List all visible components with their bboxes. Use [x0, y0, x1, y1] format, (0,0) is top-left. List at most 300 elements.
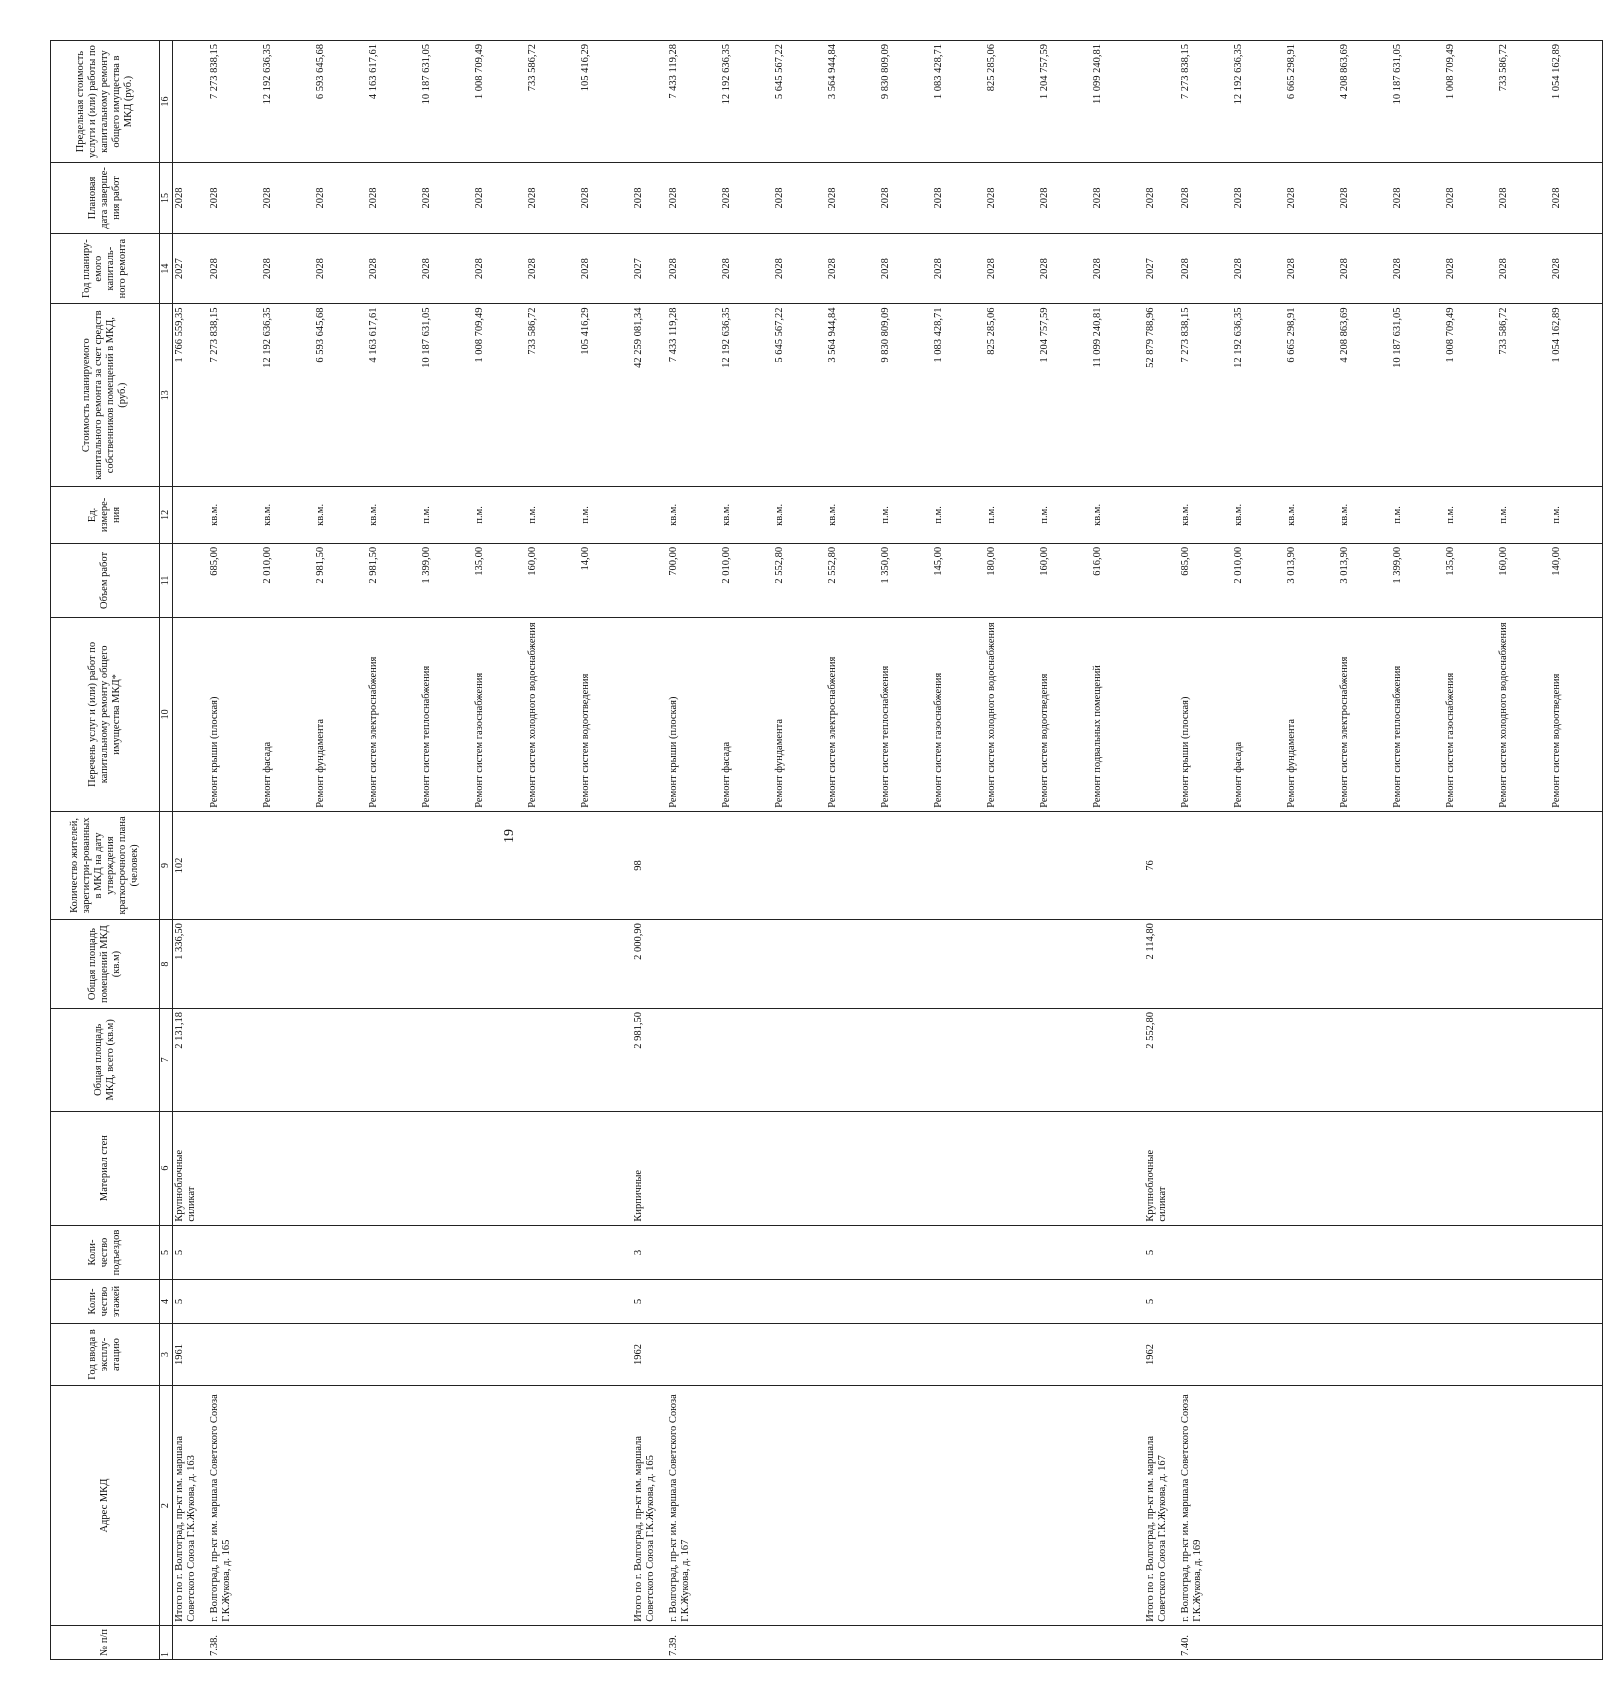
cell-col-4: [879, 1280, 932, 1323]
cell-col-12: п.м.: [879, 486, 932, 543]
column-number: 9: [160, 811, 173, 919]
column-header: Коли-чество подъездов: [51, 1225, 160, 1280]
cell-col-15: 2028: [367, 163, 420, 234]
cell-col-2: [720, 1386, 773, 1625]
cell-col-7: [1285, 1009, 1338, 1112]
cell-col-12: п.м.: [473, 486, 526, 543]
cell-col-1: [526, 1625, 579, 1659]
cell-col-4: [1550, 1280, 1603, 1323]
cell-col-11: 3 013,90: [1285, 543, 1338, 617]
column-number: 10: [160, 617, 173, 811]
cell-col-3: [826, 1323, 879, 1386]
column-number: 3: [160, 1323, 173, 1386]
cell-col-6: [314, 1111, 367, 1225]
cell-col-13: 52 879 788,96: [1144, 304, 1179, 486]
cell-col-11: [173, 543, 208, 617]
cell-col-14: 2028: [1497, 233, 1550, 304]
cell-col-2: [1444, 1386, 1497, 1625]
cell-col-6: [367, 1111, 420, 1225]
cell-col-4: [1285, 1280, 1338, 1323]
cell-col-12: [1144, 486, 1179, 543]
cell-col-8: [1444, 920, 1497, 1009]
cell-col-16: 1 008 709,49: [1444, 41, 1497, 163]
cell-col-10: Ремонт систем электроснабжения: [1338, 617, 1391, 811]
cell-col-5: [420, 1225, 473, 1280]
cell-col-11: 2 010,00: [261, 543, 314, 617]
cell-col-12: кв.м.: [261, 486, 314, 543]
cell-col-11: 3 013,90: [1338, 543, 1391, 617]
cell-col-16: 6 665 298,91: [1285, 41, 1338, 163]
cell-col-15: 2028: [932, 163, 985, 234]
cell-col-2: [1550, 1386, 1603, 1625]
cell-col-14: 2027: [1144, 233, 1179, 304]
cell-col-13: 10 187 631,05: [1391, 304, 1444, 486]
cell-col-13: 11 099 240,81: [1091, 304, 1144, 486]
table-row: [367, 41, 420, 1660]
cell-col-5: [1391, 1225, 1444, 1280]
cell-col-7: [314, 1009, 367, 1112]
cell-col-15: 2028: [526, 163, 579, 234]
cell-col-8: [420, 920, 473, 1009]
cell-col-5: [579, 1225, 632, 1280]
cell-col-6: [1285, 1111, 1338, 1225]
cell-col-7: [773, 1009, 826, 1112]
cell-col-13: 12 192 636,35: [261, 304, 314, 486]
cell-col-15: 2028: [1038, 163, 1091, 234]
cell-col-3: [473, 1323, 526, 1386]
cell-col-13: 1 766 559,35: [173, 304, 208, 486]
cell-col-1: [1091, 1625, 1144, 1659]
repair-plan-table: [50, 40, 1603, 1660]
cell-col-8: [1038, 920, 1091, 1009]
cell-col-9: [773, 811, 826, 919]
cell-col-4: [526, 1280, 579, 1323]
column-number: 2: [160, 1386, 173, 1625]
cell-col-14: 2028: [1179, 233, 1232, 304]
cell-col-16: 733 586,72: [1497, 41, 1550, 163]
cell-col-16: 1 083 428,71: [932, 41, 985, 163]
cell-col-8: [579, 920, 632, 1009]
cell-col-11: 145,00: [932, 543, 985, 617]
cell-col-12: п.м.: [932, 486, 985, 543]
column-number: 12: [160, 486, 173, 543]
cell-col-1: [1232, 1625, 1285, 1659]
cell-col-5: [932, 1225, 985, 1280]
cell-col-2: [1285, 1386, 1338, 1625]
cell-col-13: 6 665 298,91: [1285, 304, 1338, 486]
cell-col-9: [1550, 811, 1603, 919]
cell-col-5: [314, 1225, 367, 1280]
cell-col-10: [173, 617, 208, 811]
cell-col-11: 160,00: [526, 543, 579, 617]
cell-col-16: 733 586,72: [526, 41, 579, 163]
cell-col-3: [261, 1323, 314, 1386]
cell-col-15: 2028: [1144, 163, 1179, 234]
cell-col-3: [667, 1323, 720, 1386]
cell-col-16: 4 163 617,61: [367, 41, 420, 163]
cell-col-15: 2028: [208, 163, 261, 234]
cell-col-4: 5: [632, 1280, 667, 1323]
cell-col-6: Крупноблочные силикат: [1144, 1111, 1179, 1225]
cell-col-2: [1391, 1386, 1444, 1625]
cell-col-2: [773, 1386, 826, 1625]
cell-col-14: 2028: [826, 233, 879, 304]
cell-col-10: Ремонт систем теплоснабжения: [420, 617, 473, 811]
cell-col-14: 2028: [720, 233, 773, 304]
cell-col-11: 2 552,80: [826, 543, 879, 617]
table-row: [1444, 41, 1497, 1660]
cell-col-5: [1232, 1225, 1285, 1280]
cell-col-5: [526, 1225, 579, 1280]
cell-col-12: п.м.: [985, 486, 1038, 543]
header-row: [51, 41, 160, 1660]
column-header: Год планиру-емого капиталь-ного ремонта: [51, 233, 160, 304]
cell-col-9: 76: [1144, 811, 1179, 919]
cell-col-8: [1550, 920, 1603, 1009]
column-header: Перечень услуг и (или) работ по капитальному ремонту общего имущества МКД*: [51, 617, 160, 811]
cell-col-8: [720, 920, 773, 1009]
cell-col-9: [1232, 811, 1285, 919]
cell-col-5: [1338, 1225, 1391, 1280]
cell-col-8: [261, 920, 314, 1009]
cell-col-1: [932, 1625, 985, 1659]
cell-col-14: 2028: [985, 233, 1038, 304]
cell-col-12: кв.м.: [1232, 486, 1285, 543]
cell-col-8: 2 000,90: [632, 920, 667, 1009]
cell-col-7: [1091, 1009, 1144, 1112]
cell-col-2: [367, 1386, 420, 1625]
cell-col-10: Ремонт крыши (плоская): [208, 617, 261, 811]
cell-col-1: [1391, 1625, 1444, 1659]
cell-col-3: [367, 1323, 420, 1386]
column-number: 1: [160, 1625, 173, 1659]
cell-col-3: [579, 1323, 632, 1386]
cell-col-15: 2028: [826, 163, 879, 234]
cell-col-16: 12 192 636,35: [1232, 41, 1285, 163]
cell-col-13: 7 273 838,15: [1179, 304, 1232, 486]
cell-col-14: 2028: [1232, 233, 1285, 304]
cell-col-3: [1179, 1323, 1232, 1386]
cell-col-6: [1497, 1111, 1550, 1225]
cell-col-7: [1550, 1009, 1603, 1112]
cell-col-12: п.м.: [1550, 486, 1603, 543]
cell-col-1: [1497, 1625, 1550, 1659]
cell-col-7: [420, 1009, 473, 1112]
cell-col-8: [526, 920, 579, 1009]
cell-col-4: [985, 1280, 1038, 1323]
cell-col-10: Ремонт фасада: [720, 617, 773, 811]
cell-col-15: 2028: [1285, 163, 1338, 234]
cell-col-14: 2028: [473, 233, 526, 304]
cell-col-14: 2028: [1038, 233, 1091, 304]
cell-col-5: [1285, 1225, 1338, 1280]
cell-col-3: [932, 1323, 985, 1386]
cell-col-7: [1179, 1009, 1232, 1112]
cell-col-10: Ремонт систем теплоснабжения: [879, 617, 932, 811]
cell-col-5: [985, 1225, 1038, 1280]
cell-col-14: 2028: [208, 233, 261, 304]
cell-col-11: 180,00: [985, 543, 1038, 617]
cell-col-12: п.м.: [1038, 486, 1091, 543]
cell-col-10: [632, 617, 667, 811]
cell-col-2: [1497, 1386, 1550, 1625]
cell-col-2: [314, 1386, 367, 1625]
cell-col-12: п.м.: [420, 486, 473, 543]
cell-col-3: [526, 1323, 579, 1386]
cell-col-1: [261, 1625, 314, 1659]
cell-col-7: [879, 1009, 932, 1112]
cell-col-10: Ремонт фундамента: [773, 617, 826, 811]
cell-col-7: [1497, 1009, 1550, 1112]
cell-col-2: Итого по г. Волгоград, пр-кт им. маршала Советского Союза Г.К.Жукова, д. 167: [1144, 1386, 1179, 1625]
column-header: Стоимость планируемого капитального ремонта за счет средств собственников помещений в МКД, (руб.): [51, 304, 160, 486]
cell-col-13: 1 204 757,59: [1038, 304, 1091, 486]
cell-col-14: 2028: [1091, 233, 1144, 304]
cell-col-15: 2028: [1179, 163, 1232, 234]
cell-col-5: [261, 1225, 314, 1280]
cell-col-3: [1444, 1323, 1497, 1386]
cell-col-3: [773, 1323, 826, 1386]
cell-col-13: 733 586,72: [526, 304, 579, 486]
cell-col-3: [420, 1323, 473, 1386]
cell-col-1: [1444, 1625, 1497, 1659]
cell-col-1: [720, 1625, 773, 1659]
column-header: Предельная стоимость услуги и (или) работы по капитальному ремонту общего имущества в МКД (руб.): [51, 41, 160, 163]
column-number: 14: [160, 233, 173, 304]
cell-col-4: [208, 1280, 261, 1323]
cell-col-8: [473, 920, 526, 1009]
cell-col-1: [367, 1625, 420, 1659]
cell-col-2: [526, 1386, 579, 1625]
cell-col-15: 2028: [173, 163, 208, 234]
cell-col-10: Ремонт фундамента: [314, 617, 367, 811]
cell-col-6: [1550, 1111, 1603, 1225]
cell-col-14: 2027: [632, 233, 667, 304]
cell-col-12: п.м.: [526, 486, 579, 543]
cell-col-13: 4 208 863,69: [1338, 304, 1391, 486]
cell-col-11: 160,00: [1038, 543, 1091, 617]
cell-col-2: [1338, 1386, 1391, 1625]
table-row: [1179, 41, 1232, 1660]
cell-col-5: [473, 1225, 526, 1280]
cell-col-4: [1497, 1280, 1550, 1323]
cell-col-2: [1038, 1386, 1091, 1625]
cell-col-3: [314, 1323, 367, 1386]
cell-col-2: Итого по г. Волгоград, пр-кт им. маршала Советского Союза Г.К.Жукова, д. 165: [632, 1386, 667, 1625]
cell-col-12: [173, 486, 208, 543]
cell-col-1: [985, 1625, 1038, 1659]
table-row: [826, 41, 879, 1660]
cell-col-12: кв.м.: [773, 486, 826, 543]
cell-col-12: кв.м.: [1091, 486, 1144, 543]
cell-col-6: Кирпичные: [632, 1111, 667, 1225]
cell-col-12: кв.м.: [208, 486, 261, 543]
rotated-page: [50, 40, 1562, 1660]
cell-col-13: 7 273 838,15: [208, 304, 261, 486]
cell-col-10: Ремонт фундамента: [1285, 617, 1338, 811]
cell-col-6: [773, 1111, 826, 1225]
cell-col-9: [985, 811, 1038, 919]
cell-col-11: 2 552,80: [773, 543, 826, 617]
cell-col-10: Ремонт фасада: [261, 617, 314, 811]
column-number: 6: [160, 1111, 173, 1225]
cell-col-1: 7.38.: [208, 1625, 261, 1659]
cell-col-7: [579, 1009, 632, 1112]
table-row: [173, 41, 208, 1660]
cell-col-9: [1091, 811, 1144, 919]
table-row: [932, 41, 985, 1660]
table-row: [667, 41, 720, 1660]
cell-col-11: 160,00: [1497, 543, 1550, 617]
cell-col-9: 98: [632, 811, 667, 919]
cell-col-2: Итого по г. Волгоград, пр-кт им. маршала Советского Союза Г.К.Жукова, д. 163: [173, 1386, 208, 1625]
cell-col-13: 9 830 809,09: [879, 304, 932, 486]
cell-col-11: 685,00: [208, 543, 261, 617]
cell-col-9: [1179, 811, 1232, 919]
cell-col-16: 105 416,29: [579, 41, 632, 163]
cell-col-15: 2028: [720, 163, 773, 234]
cell-col-6: [1038, 1111, 1091, 1225]
column-header: Материал стен: [51, 1111, 160, 1225]
cell-col-14: 2028: [526, 233, 579, 304]
cell-col-15: 2028: [1338, 163, 1391, 234]
cell-col-11: 2 981,50: [314, 543, 367, 617]
table-row: [1091, 41, 1144, 1660]
cell-col-14: 2028: [1285, 233, 1338, 304]
cell-col-11: 1 399,00: [420, 543, 473, 617]
cell-col-11: 2 981,50: [367, 543, 420, 617]
cell-col-8: [667, 920, 720, 1009]
cell-col-5: [879, 1225, 932, 1280]
cell-col-10: Ремонт систем газоснабжения: [1444, 617, 1497, 811]
cell-col-2: г. Волгоград, пр-кт им. маршала Советского Союза Г.К.Жукова, д. 167: [667, 1386, 720, 1625]
cell-col-13: 10 187 631,05: [420, 304, 473, 486]
cell-col-5: [1179, 1225, 1232, 1280]
cell-col-5: 5: [1144, 1225, 1179, 1280]
cell-col-16: 5 645 567,22: [773, 41, 826, 163]
cell-col-10: Ремонт систем водоотведения: [579, 617, 632, 811]
cell-col-9: [1285, 811, 1338, 919]
cell-col-7: [473, 1009, 526, 1112]
cell-col-10: Ремонт систем электроснабжения: [826, 617, 879, 811]
table-row: [1550, 41, 1603, 1660]
cell-col-16: 11 099 240,81: [1091, 41, 1144, 163]
cell-col-13: 825 285,06: [985, 304, 1038, 486]
cell-col-13: 1 008 709,49: [1444, 304, 1497, 486]
cell-col-14: 2028: [261, 233, 314, 304]
cell-col-11: 140,00: [1550, 543, 1603, 617]
cell-col-1: [1285, 1625, 1338, 1659]
cell-col-9: [1338, 811, 1391, 919]
table-row: [632, 41, 667, 1660]
cell-col-1: [579, 1625, 632, 1659]
cell-col-16: 7 273 838,15: [1179, 41, 1232, 163]
cell-col-5: [1038, 1225, 1091, 1280]
cell-col-8: [314, 920, 367, 1009]
column-number: 16: [160, 41, 173, 163]
cell-col-10: Ремонт крыши (плоская): [667, 617, 720, 811]
cell-col-12: п.м.: [579, 486, 632, 543]
cell-col-7: [1444, 1009, 1497, 1112]
cell-col-3: [1091, 1323, 1144, 1386]
cell-col-8: 1 336,50: [173, 920, 208, 1009]
column-header: Объем работ: [51, 543, 160, 617]
cell-col-7: [720, 1009, 773, 1112]
cell-col-4: [773, 1280, 826, 1323]
cell-col-8: [1497, 920, 1550, 1009]
cell-col-6: [667, 1111, 720, 1225]
cell-col-16: 4 208 863,69: [1338, 41, 1391, 163]
cell-col-2: [1232, 1386, 1285, 1625]
table-row: [1232, 41, 1285, 1660]
cell-col-15: 2028: [261, 163, 314, 234]
cell-col-2: [473, 1386, 526, 1625]
column-header: № п/п: [51, 1625, 160, 1659]
cell-col-15: 2028: [1391, 163, 1444, 234]
cell-col-7: 2 552,80: [1144, 1009, 1179, 1112]
cell-col-11: 135,00: [1444, 543, 1497, 617]
cell-col-13: 1 083 428,71: [932, 304, 985, 486]
cell-col-10: Ремонт подвальных помещений: [1091, 617, 1144, 811]
table-row: [579, 41, 632, 1660]
cell-col-7: [932, 1009, 985, 1112]
table-row: [1391, 41, 1444, 1660]
cell-col-10: Ремонт фасада: [1232, 617, 1285, 811]
cell-col-4: [473, 1280, 526, 1323]
cell-col-14: 2028: [314, 233, 367, 304]
cell-col-5: 5: [173, 1225, 208, 1280]
table-row: [1497, 41, 1550, 1660]
cell-col-6: [720, 1111, 773, 1225]
cell-col-13: 12 192 636,35: [1232, 304, 1285, 486]
column-header: Количество жителей, зарегистри-рованных в МКД на дату утверждения краткосрочного плана (человек): [51, 811, 160, 919]
cell-col-7: [1338, 1009, 1391, 1112]
cell-col-1: [1144, 1625, 1179, 1659]
cell-col-3: [1285, 1323, 1338, 1386]
cell-col-4: [826, 1280, 879, 1323]
cell-col-7: [1391, 1009, 1444, 1112]
cell-col-15: 2028: [879, 163, 932, 234]
cell-col-3: [1232, 1323, 1285, 1386]
cell-col-12: [632, 486, 667, 543]
cell-col-15: 2028: [1091, 163, 1144, 234]
column-header: Общая площадь помещений МКД (кв.м): [51, 920, 160, 1009]
cell-col-7: [261, 1009, 314, 1112]
cell-col-2: [826, 1386, 879, 1625]
cell-col-16: 6 593 645,68: [314, 41, 367, 163]
cell-col-12: п.м.: [1444, 486, 1497, 543]
cell-col-7: [526, 1009, 579, 1112]
cell-col-11: [1144, 543, 1179, 617]
cell-col-1: [1338, 1625, 1391, 1659]
cell-col-3: [208, 1323, 261, 1386]
cell-col-1: [473, 1625, 526, 1659]
cell-col-13: 105 416,29: [579, 304, 632, 486]
cell-col-9: [826, 811, 879, 919]
cell-col-5: [367, 1225, 420, 1280]
cell-col-11: 685,00: [1179, 543, 1232, 617]
cell-col-9: [1444, 811, 1497, 919]
cell-col-11: 1 350,00: [879, 543, 932, 617]
cell-col-10: Ремонт систем холодного водоснабжения: [985, 617, 1038, 811]
cell-col-7: [1232, 1009, 1285, 1112]
cell-col-6: [826, 1111, 879, 1225]
cell-col-9: [473, 811, 526, 919]
cell-col-5: [667, 1225, 720, 1280]
cell-col-4: [932, 1280, 985, 1323]
cell-col-3: [1550, 1323, 1603, 1386]
cell-col-1: [314, 1625, 367, 1659]
